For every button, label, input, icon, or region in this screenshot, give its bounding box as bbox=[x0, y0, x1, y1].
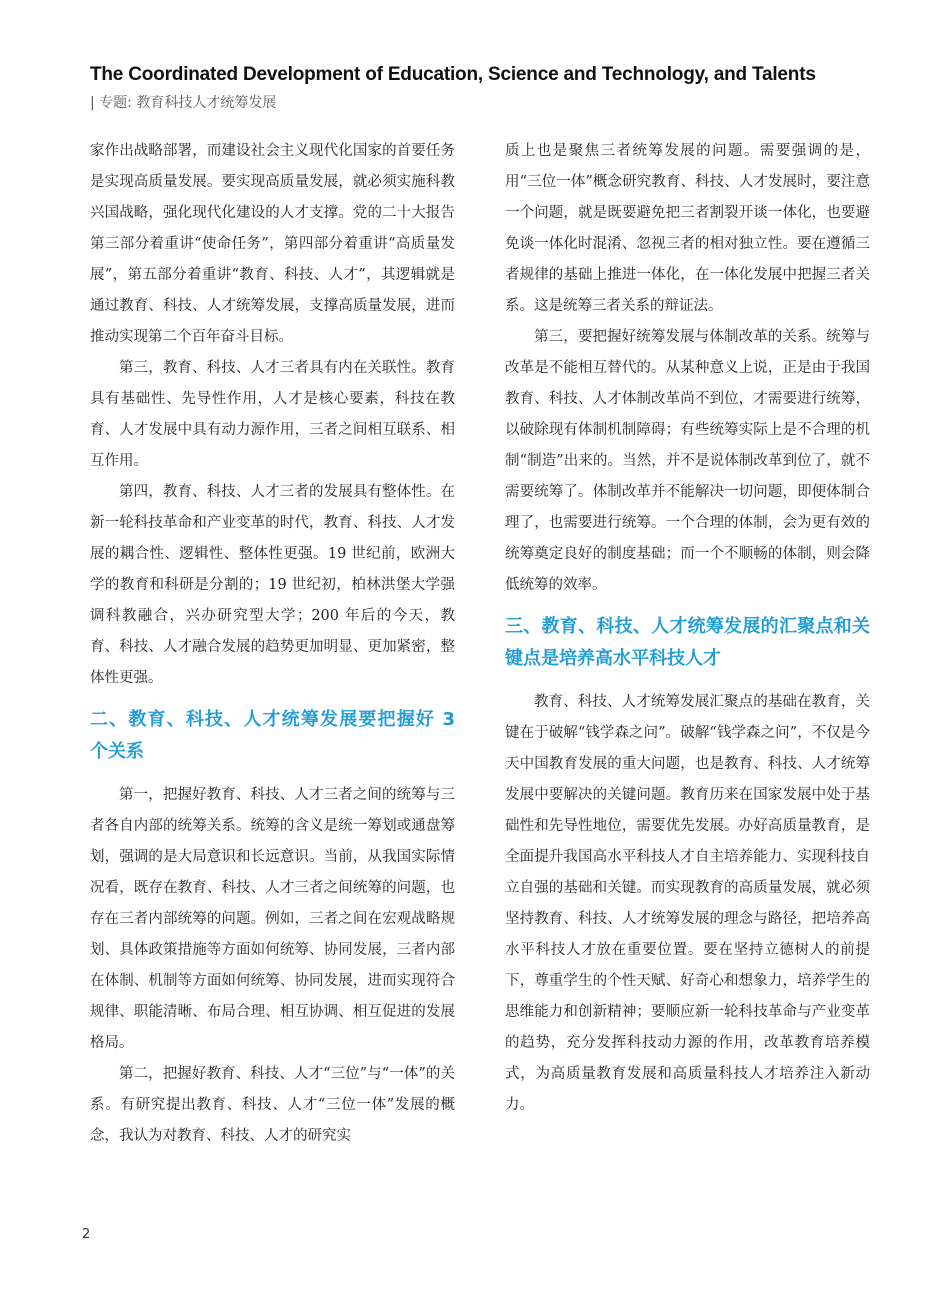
body-paragraph: 第三，要把握好统筹发展与体制改革的关系。统筹与改革是不能相互替代的。从某种意义上说，正是由于我国教育、科技、人才体制改革尚不到位，才需要进行统筹，以破除现有体制机制障碍；有些统筹实际上是不合理的机制“制造”出来的。当然，并不是说体制改革到位了，就不需要统筹了。体制改革并不能解决一切问题，即便体制合理了，也需要进行统筹。一个合理的体制，会为更有效的统筹奠定良好的制度基础；而一个不顺畅的体制，则会降低统筹的效率。 bbox=[505, 329, 870, 593]
body-paragraph: 第二，把握好教育、科技、人才“三位”与“一体”的关系。有研究提出教育、科技、人才“三位一体”发展的概念，我认为对教育、科技、人才的研究实 bbox=[90, 1066, 455, 1144]
header-title: The Coordinated Development of Education, Science and Technology, and Talents bbox=[90, 64, 816, 85]
section-heading: 二、教育、科技、人才统筹发展要把握好 3 个关系 bbox=[90, 709, 455, 762]
body-paragraph: 家作出战略部署，而建设社会主义现代化国家的首要任务是实现高质量发展。要实现高质量发展，就必须实施科教兴国战略，强化现代化建设的人才支撑。党的二十大报告第三部分着重讲“使命任务”，第四部分着重讲“高质量发展”，第五部分着重讲“教育、科技、人才”，其逻辑就是通过教育、科技、人才统筹发展，支撑高质量发展，进而推动实现第二个百年奋斗目标。 bbox=[90, 143, 455, 345]
left-column bbox=[90, 136, 455, 1152]
body-paragraph: 第一，把握好教育、科技、人才三者之间的统筹与三者各自内部的统筹关系。统筹的含义是统一筹划或通盘筹划，强调的是大局意识和长远意识。当前，从我国实际情况看，既存在教育、科技、人才三者之间统筹的问题，也存在三者内部统筹的问题。例如，三者之间在宏观战略规划、具体政策措施等方面如何统筹、协同发展，三者内部在体制、机制等方面如何统筹、协同发展，进而实现符合规律、职能清晰、布局合理、相互协调、相互促进的发展格局。 bbox=[90, 787, 455, 1051]
body-paragraph: 第三，教育、科技、人才三者具有内在关联性。教育具有基础性、先导性作用，人才是核心要素，科技在教育、人才发展中具有动力源作用，三者之间相互联系、相互作用。 bbox=[90, 360, 455, 469]
page-number: 2 bbox=[82, 1227, 91, 1242]
running-header bbox=[90, 64, 890, 112]
right-column bbox=[505, 136, 870, 1121]
header-subtitle: | 专题: 教育科技人才统筹发展 bbox=[90, 95, 277, 111]
section-heading: 三、教育、科技、人才统筹发展的汇聚点和关键点是培养高水平科技人才 bbox=[505, 616, 870, 669]
body-paragraph: 教育、科技、人才统筹发展汇聚点的基础在教育，关键在于破解“钱学森之问”。破解“钱学森之问”，不仅是今天中国教育发展的重大问题，也是教育、科技、人才统筹发展中要解决的关键问题。教育历来在国家发展中处于基础性和先导性地位，需要优先发展。办好高质量教育，是全面提升我国高水平科技人才自主培养能力、实现科技自立自强的基础和关键。而实现教育的高质量发展，就必须坚持教育、科技、人才统筹发展的理念与路径，把培养高水平科技人才放在重要位置。要在坚持立德树人的前提下，尊重学生的个性天赋、好奇心和想象力，培养学生的思维能力和创新精神；要顺应新一轮科技革命与产业变革的趋势，充分发挥科技动力源的作用，改革教育培养模式，为高质量教育发展和高质量科技人才培养注入新动力。 bbox=[505, 694, 870, 1113]
body-paragraph: 第四，教育、科技、人才三者的发展具有整体性。在新一轮科技革命和产业变革的时代，教育、科技、人才发展的耦合性、逻辑性、整体性更强。19 世纪前，欧洲大学的教育和科研是分割的；19 世纪初，柏林洪堡大学强调科教融合，兴办研究型大学；200 年后的今天，教育、科技、人才融合发展的趋势更加明显、更加紧密，整体性更强。 bbox=[90, 484, 455, 686]
body-paragraph: 质上也是聚焦三者统筹发展的问题。需要强调的是，用“三位一体”概念研究教育、科技、人才发展时，要注意一个问题，就是既要避免把三者割裂开谈一体化，也要避免谈一体化时混淆、忽视三者的相对独立性。要在遵循三者规律的基础上推进一体化，在一体化发展中把握三者关系。这是统筹三者关系的辩证法。 bbox=[505, 143, 870, 314]
